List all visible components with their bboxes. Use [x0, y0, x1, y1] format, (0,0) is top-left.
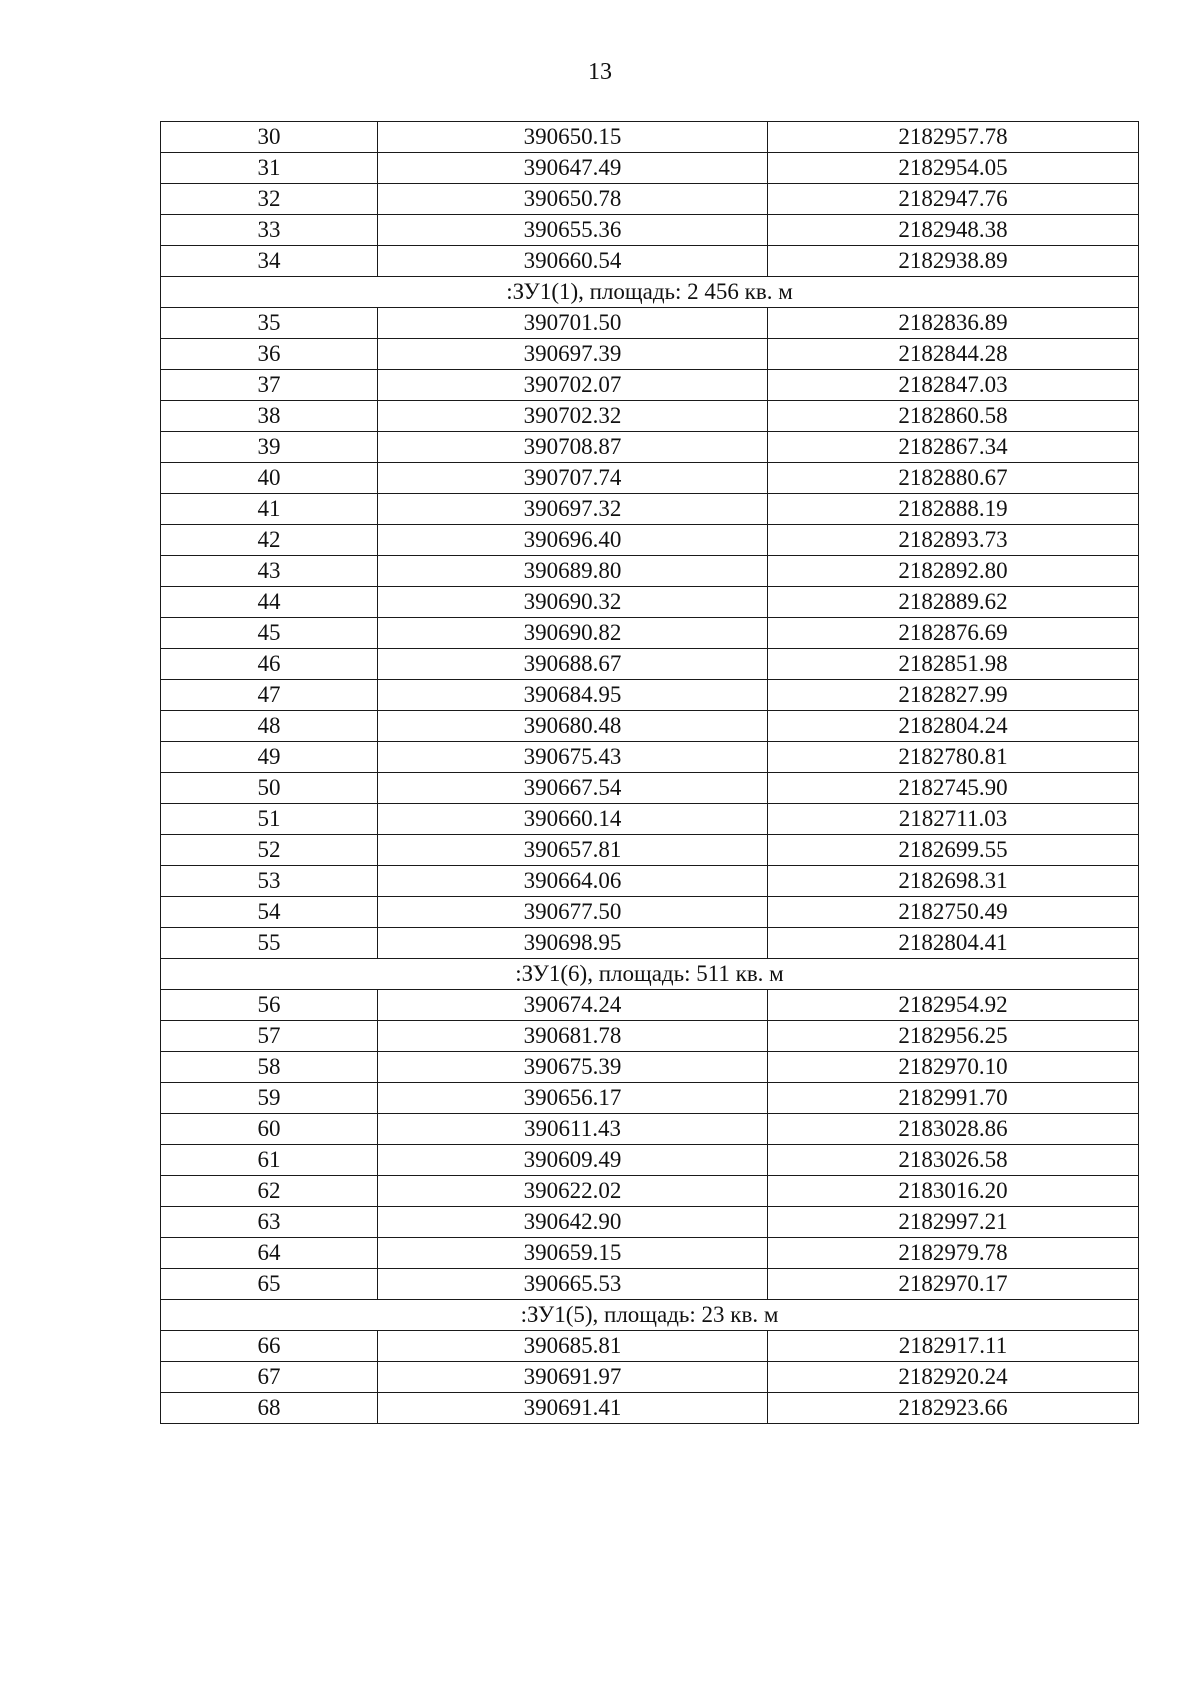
x-coordinate-cell: 390708.87 [378, 432, 768, 463]
x-coordinate-cell: 390680.48 [378, 711, 768, 742]
table-row [161, 215, 1139, 246]
table-row [161, 1269, 1139, 1300]
table-row [161, 1238, 1139, 1269]
x-coordinate-cell: 390664.06 [378, 866, 768, 897]
y-coordinate-cell: 2182979.78 [768, 1238, 1139, 1269]
table-row [161, 153, 1139, 184]
table-row [161, 618, 1139, 649]
point-number-cell: 39 [161, 432, 378, 463]
point-number-cell: 65 [161, 1269, 378, 1300]
point-number-cell: 63 [161, 1207, 378, 1238]
y-coordinate-cell: 2182847.03 [768, 370, 1139, 401]
point-number-cell: 52 [161, 835, 378, 866]
table-row [161, 680, 1139, 711]
table-row [161, 308, 1139, 339]
table-row [161, 432, 1139, 463]
x-coordinate-cell: 390702.07 [378, 370, 768, 401]
y-coordinate-cell: 2183016.20 [768, 1176, 1139, 1207]
table-row [161, 1052, 1139, 1083]
x-coordinate-cell: 390691.41 [378, 1393, 768, 1424]
point-number-cell: 31 [161, 153, 378, 184]
x-coordinate-cell: 390690.82 [378, 618, 768, 649]
x-coordinate-cell: 390690.32 [378, 587, 768, 618]
table-row [161, 1362, 1139, 1393]
point-number-cell: 60 [161, 1114, 378, 1145]
y-coordinate-cell: 2183026.58 [768, 1145, 1139, 1176]
x-coordinate-cell: 390674.24 [378, 990, 768, 1021]
table-row [161, 1393, 1139, 1424]
table-row [161, 525, 1139, 556]
table-row [161, 401, 1139, 432]
point-number-cell: 67 [161, 1362, 378, 1393]
x-coordinate-cell: 390691.97 [378, 1362, 768, 1393]
point-number-cell: 36 [161, 339, 378, 370]
y-coordinate-cell: 2182892.80 [768, 556, 1139, 587]
x-coordinate-cell: 390675.39 [378, 1052, 768, 1083]
x-coordinate-cell: 390622.02 [378, 1176, 768, 1207]
x-coordinate-cell: 390681.78 [378, 1021, 768, 1052]
table-row [161, 463, 1139, 494]
table-row [161, 494, 1139, 525]
point-number-cell: 32 [161, 184, 378, 215]
section-header-row [161, 1300, 1139, 1331]
y-coordinate-cell: 2182836.89 [768, 308, 1139, 339]
point-number-cell: 37 [161, 370, 378, 401]
point-number-cell: 51 [161, 804, 378, 835]
point-number-cell: 58 [161, 1052, 378, 1083]
table-row [161, 742, 1139, 773]
x-coordinate-cell: 390665.53 [378, 1269, 768, 1300]
x-coordinate-cell: 390707.74 [378, 463, 768, 494]
point-number-cell: 33 [161, 215, 378, 246]
section-header: :ЗУ1(5), площадь: 23 кв. м [161, 1300, 1139, 1331]
table-row [161, 587, 1139, 618]
point-number-cell: 40 [161, 463, 378, 494]
x-coordinate-cell: 390696.40 [378, 525, 768, 556]
point-number-cell: 57 [161, 1021, 378, 1052]
coordinates-table-body [161, 122, 1139, 1424]
y-coordinate-cell: 2182954.92 [768, 990, 1139, 1021]
y-coordinate-cell: 2182745.90 [768, 773, 1139, 804]
table-row [161, 773, 1139, 804]
y-coordinate-cell: 2182957.78 [768, 122, 1139, 153]
y-coordinate-cell: 2182851.98 [768, 649, 1139, 680]
table-row [161, 835, 1139, 866]
x-coordinate-cell: 390697.39 [378, 339, 768, 370]
x-coordinate-cell: 390657.81 [378, 835, 768, 866]
x-coordinate-cell: 390609.49 [378, 1145, 768, 1176]
table-row [161, 1331, 1139, 1362]
y-coordinate-cell: 2182867.34 [768, 432, 1139, 463]
table-row [161, 1114, 1139, 1145]
point-number-cell: 56 [161, 990, 378, 1021]
x-coordinate-cell: 390659.15 [378, 1238, 768, 1269]
section-header: :ЗУ1(1), площадь: 2 456 кв. м [161, 277, 1139, 308]
table-row [161, 1021, 1139, 1052]
table-row [161, 1083, 1139, 1114]
point-number-cell: 42 [161, 525, 378, 556]
x-coordinate-cell: 390697.32 [378, 494, 768, 525]
x-coordinate-cell: 390684.95 [378, 680, 768, 711]
y-coordinate-cell: 2182948.38 [768, 215, 1139, 246]
point-number-cell: 49 [161, 742, 378, 773]
y-coordinate-cell: 2182804.24 [768, 711, 1139, 742]
x-coordinate-cell: 390650.78 [378, 184, 768, 215]
x-coordinate-cell: 390701.50 [378, 308, 768, 339]
y-coordinate-cell: 2182947.76 [768, 184, 1139, 215]
x-coordinate-cell: 390642.90 [378, 1207, 768, 1238]
point-number-cell: 35 [161, 308, 378, 339]
table-row [161, 866, 1139, 897]
x-coordinate-cell: 390677.50 [378, 897, 768, 928]
table-row [161, 370, 1139, 401]
table-row [161, 122, 1139, 153]
x-coordinate-cell: 390660.14 [378, 804, 768, 835]
x-coordinate-cell: 390698.95 [378, 928, 768, 959]
point-number-cell: 47 [161, 680, 378, 711]
y-coordinate-cell: 2182699.55 [768, 835, 1139, 866]
y-coordinate-cell: 2182917.11 [768, 1331, 1139, 1362]
y-coordinate-cell: 2182780.81 [768, 742, 1139, 773]
coordinates-table [160, 121, 1139, 1424]
y-coordinate-cell: 2182860.58 [768, 401, 1139, 432]
y-coordinate-cell: 2182970.17 [768, 1269, 1139, 1300]
point-number-cell: 64 [161, 1238, 378, 1269]
x-coordinate-cell: 390650.15 [378, 122, 768, 153]
table-row [161, 897, 1139, 928]
y-coordinate-cell: 2182876.69 [768, 618, 1139, 649]
point-number-cell: 68 [161, 1393, 378, 1424]
x-coordinate-cell: 390660.54 [378, 246, 768, 277]
point-number-cell: 61 [161, 1145, 378, 1176]
x-coordinate-cell: 390675.43 [378, 742, 768, 773]
table-row [161, 1176, 1139, 1207]
table-row [161, 1207, 1139, 1238]
table-row [161, 804, 1139, 835]
section-header-row [161, 959, 1139, 990]
section-header: :ЗУ1(6), площадь: 511 кв. м [161, 959, 1139, 990]
point-number-cell: 53 [161, 866, 378, 897]
table-row [161, 556, 1139, 587]
y-coordinate-cell: 2182698.31 [768, 866, 1139, 897]
table-row [161, 1145, 1139, 1176]
page-number: 13 [588, 59, 612, 85]
table-row [161, 649, 1139, 680]
point-number-cell: 43 [161, 556, 378, 587]
x-coordinate-cell: 390611.43 [378, 1114, 768, 1145]
point-number-cell: 54 [161, 897, 378, 928]
x-coordinate-cell: 390655.36 [378, 215, 768, 246]
y-coordinate-cell: 2182954.05 [768, 153, 1139, 184]
point-number-cell: 34 [161, 246, 378, 277]
y-coordinate-cell: 2182711.03 [768, 804, 1139, 835]
point-number-cell: 30 [161, 122, 378, 153]
point-number-cell: 50 [161, 773, 378, 804]
point-number-cell: 44 [161, 587, 378, 618]
x-coordinate-cell: 390702.32 [378, 401, 768, 432]
y-coordinate-cell: 2182970.10 [768, 1052, 1139, 1083]
y-coordinate-cell: 2182923.66 [768, 1393, 1139, 1424]
x-coordinate-cell: 390689.80 [378, 556, 768, 587]
y-coordinate-cell: 2182956.25 [768, 1021, 1139, 1052]
point-number-cell: 59 [161, 1083, 378, 1114]
point-number-cell: 45 [161, 618, 378, 649]
x-coordinate-cell: 390656.17 [378, 1083, 768, 1114]
y-coordinate-cell: 2182844.28 [768, 339, 1139, 370]
y-coordinate-cell: 2182804.41 [768, 928, 1139, 959]
y-coordinate-cell: 2182750.49 [768, 897, 1139, 928]
y-coordinate-cell: 2182827.99 [768, 680, 1139, 711]
y-coordinate-cell: 2182889.62 [768, 587, 1139, 618]
x-coordinate-cell: 390688.67 [378, 649, 768, 680]
y-coordinate-cell: 2182888.19 [768, 494, 1139, 525]
y-coordinate-cell: 2183028.86 [768, 1114, 1139, 1145]
point-number-cell: 66 [161, 1331, 378, 1362]
point-number-cell: 41 [161, 494, 378, 525]
table-row [161, 990, 1139, 1021]
y-coordinate-cell: 2182938.89 [768, 246, 1139, 277]
point-number-cell: 48 [161, 711, 378, 742]
section-header-row [161, 277, 1139, 308]
point-number-cell: 46 [161, 649, 378, 680]
y-coordinate-cell: 2182991.70 [768, 1083, 1139, 1114]
y-coordinate-cell: 2182880.67 [768, 463, 1139, 494]
table-row [161, 928, 1139, 959]
table-row [161, 184, 1139, 215]
x-coordinate-cell: 390685.81 [378, 1331, 768, 1362]
point-number-cell: 38 [161, 401, 378, 432]
x-coordinate-cell: 390647.49 [378, 153, 768, 184]
table-row [161, 339, 1139, 370]
y-coordinate-cell: 2182997.21 [768, 1207, 1139, 1238]
point-number-cell: 55 [161, 928, 378, 959]
point-number-cell: 62 [161, 1176, 378, 1207]
table-row [161, 711, 1139, 742]
y-coordinate-cell: 2182893.73 [768, 525, 1139, 556]
x-coordinate-cell: 390667.54 [378, 773, 768, 804]
table-row [161, 246, 1139, 277]
y-coordinate-cell: 2182920.24 [768, 1362, 1139, 1393]
